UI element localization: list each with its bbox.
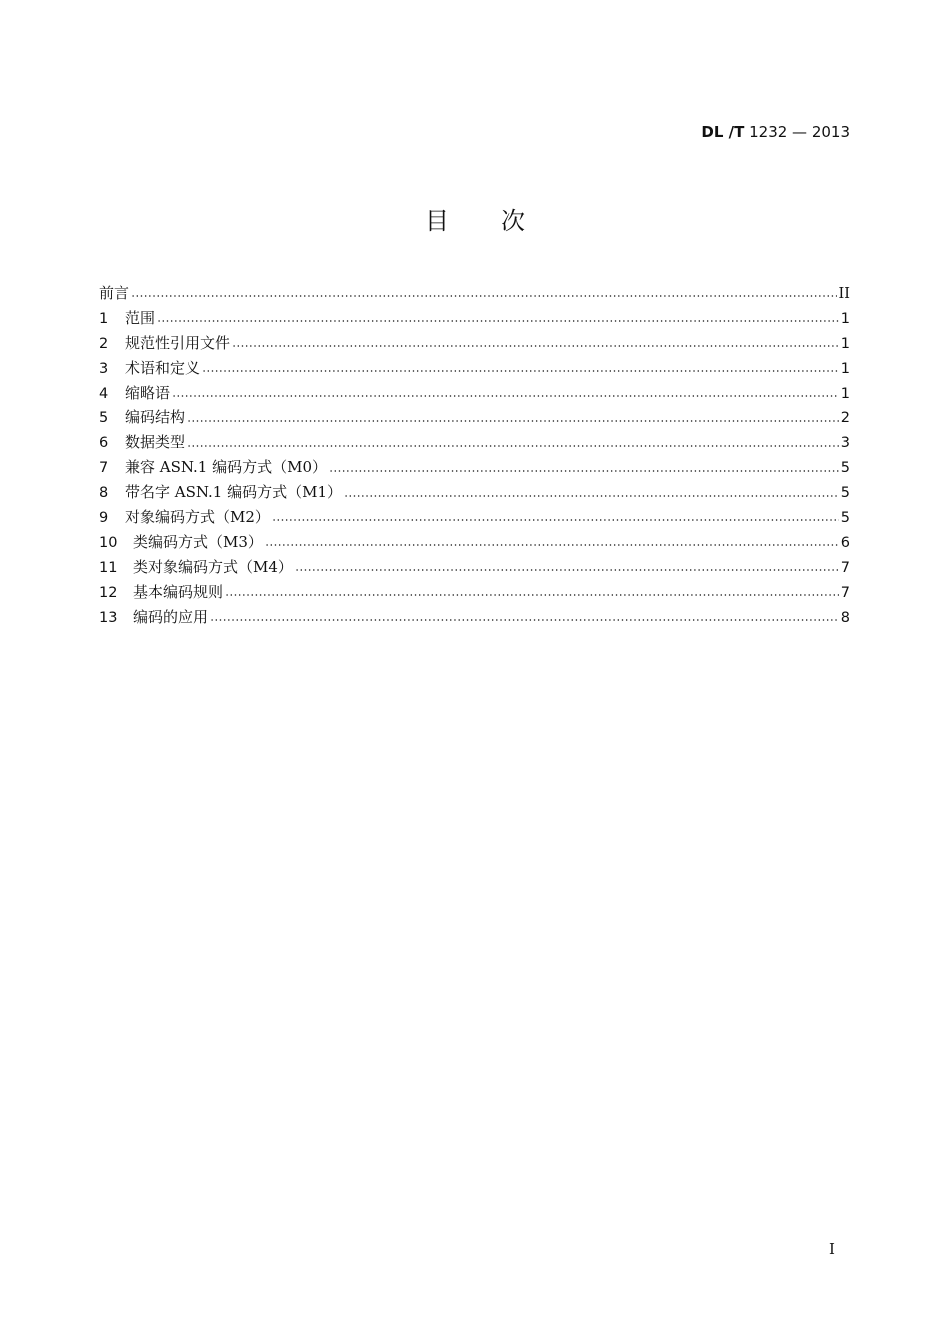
toc-entry-page: 7 <box>840 584 850 601</box>
toc-entry-number: 6 <box>99 435 109 452</box>
page-title: 目次 <box>425 207 577 235</box>
page-number: I <box>829 1240 835 1258</box>
toc-entry-number: 2 <box>99 335 109 352</box>
toc-entry-number: 8 <box>99 485 109 502</box>
toc-entry[interactable] <box>99 381 850 406</box>
toc-dot-leader <box>329 469 839 473</box>
toc-entry-number: 3 <box>99 360 109 377</box>
toc-entry[interactable] <box>99 430 850 455</box>
toc-entry-number: 10 <box>99 534 118 551</box>
toc-entry-page: 1 <box>840 310 850 327</box>
toc-entry-number: 5 <box>99 410 109 427</box>
toc-dot-leader <box>131 294 837 298</box>
standard-code <box>701 123 850 141</box>
toc-entry-title: 术语和定义 <box>125 358 201 377</box>
toc-entry-page: 8 <box>840 609 850 626</box>
toc-entry-page: 1 <box>840 335 850 352</box>
toc-entry-page: 3 <box>840 435 850 452</box>
toc-entry-number: 4 <box>99 385 109 402</box>
toc-entry[interactable] <box>99 505 850 530</box>
toc-entry-page: II <box>838 286 850 302</box>
toc-entry[interactable] <box>99 455 850 480</box>
toc-entry-title: 范围 <box>125 308 156 327</box>
toc-dot-leader <box>172 394 839 398</box>
standard-code-prefix: DL /T <box>701 123 745 141</box>
toc-entry[interactable] <box>99 530 850 555</box>
toc-dot-leader <box>295 568 839 572</box>
toc-entry-title: 类对象编码方式（M4） <box>133 557 293 576</box>
toc-entry-title: 规范性引用文件 <box>125 333 231 352</box>
toc-dot-leader <box>157 319 839 323</box>
toc-entry-page: 2 <box>840 410 850 427</box>
toc-entry-page: 5 <box>840 510 850 527</box>
toc-entry-page: 5 <box>840 485 850 502</box>
toc-dot-leader <box>265 543 839 547</box>
toc-entry-page: 7 <box>840 559 850 576</box>
toc-entry[interactable] <box>99 480 850 505</box>
toc-dot-leader <box>202 369 839 373</box>
toc-entry-title: 编码的应用 <box>133 607 209 626</box>
toc-dot-leader <box>232 344 839 348</box>
toc-entry-number: 7 <box>99 460 109 477</box>
toc-dot-leader <box>272 518 839 522</box>
toc-entry[interactable] <box>99 306 850 331</box>
toc-entry-title: 兼容 ASN.1 编码方式（M0） <box>125 458 328 477</box>
toc-entry-title: 对象编码方式（M2） <box>125 508 270 527</box>
toc-entry-page: 1 <box>840 385 850 402</box>
toc-entry[interactable] <box>99 331 850 356</box>
toc-entry-number: 1 <box>99 310 109 327</box>
toc-entry-page: 6 <box>840 534 850 551</box>
toc-entry[interactable] <box>99 580 850 605</box>
toc-entry-page: 5 <box>840 460 850 477</box>
toc-entry[interactable] <box>99 356 850 381</box>
toc-entry-number: 13 <box>99 609 118 626</box>
toc-entry-title: 类编码方式（M3） <box>133 532 263 551</box>
toc-entry-number: 11 <box>99 559 118 576</box>
toc-entry[interactable] <box>99 405 850 430</box>
toc-dot-leader <box>187 419 839 423</box>
toc-entry-number: 9 <box>99 510 109 527</box>
toc-entry-title: 缩略语 <box>125 383 171 402</box>
toc-entry-page: 1 <box>840 360 850 377</box>
toc-entry-title: 数据类型 <box>125 433 186 452</box>
toc-dot-leader <box>225 593 839 597</box>
toc-dot-leader <box>187 444 839 448</box>
toc-entry[interactable] <box>99 281 850 306</box>
toc-entry-title: 前言 <box>99 284 130 302</box>
toc-entry[interactable] <box>99 605 850 630</box>
table-of-contents <box>99 281 850 629</box>
standard-code-number: 1232 — 2013 <box>744 123 850 141</box>
toc-entry[interactable] <box>99 555 850 580</box>
toc-entry-title: 基本编码规则 <box>133 582 224 601</box>
toc-entry-number: 12 <box>99 584 118 601</box>
toc-entry-title: 编码结构 <box>125 408 186 427</box>
toc-dot-leader <box>344 494 839 498</box>
toc-dot-leader <box>210 618 839 622</box>
toc-entry-title: 带名字 ASN.1 编码方式（M1） <box>125 483 343 502</box>
